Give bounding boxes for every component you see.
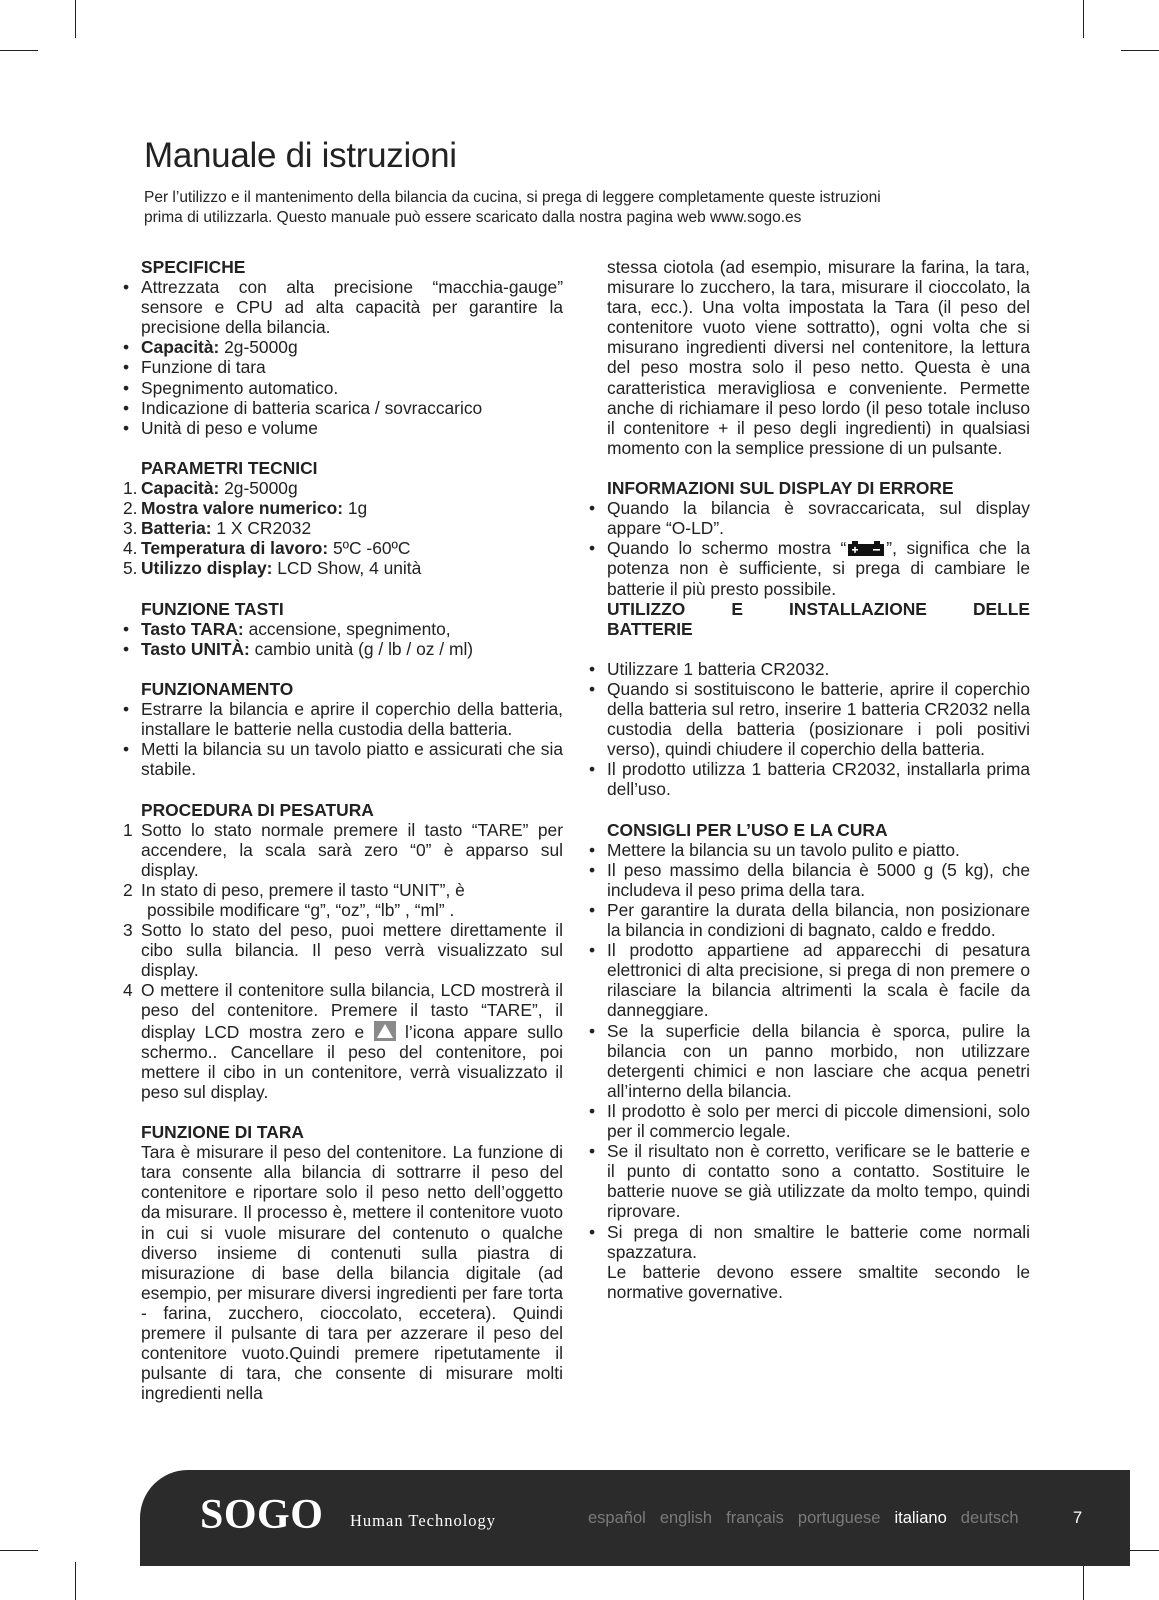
item-number: 3	[123, 920, 133, 941]
right-column	[589, 257, 1030, 1302]
item-label: Mostra valore numerico:	[141, 498, 343, 519]
list-item	[123, 699, 563, 739]
bullet: •	[123, 357, 130, 378]
list-item	[589, 659, 1030, 679]
language-item-deutsch[interactable]: deutsch	[960, 1509, 1019, 1527]
list-item	[123, 820, 563, 880]
item-label: Tasto TARA:	[141, 618, 244, 639]
section-funzione-tara-continued	[589, 257, 1030, 458]
language-list	[588, 1509, 1019, 1528]
bullet: •	[589, 1141, 596, 1162]
list-item	[589, 940, 1030, 1020]
list-item	[123, 357, 563, 377]
list-item	[589, 860, 1030, 900]
language-item-italiano[interactable]: italiano	[894, 1509, 947, 1527]
bullet: •	[589, 859, 596, 880]
page-title: Manuale di istruzioni	[144, 136, 457, 175]
item-value: LCD Show, 4 unità	[272, 558, 422, 579]
list-item	[123, 880, 563, 900]
closing-text: Le batterie devono essere smaltite secondo le normative governative.	[607, 1261, 1030, 1302]
body-text: Tara è misurare il peso del contenitore. La funzione di tara consente alla bilancia di sottrarre il peso del contenitore e riportare solo il peso netto dell’oggetto da misurare. Il processo è, mettere il contenitore vuoto in cui si vuole misurare del contenuto o qualche diverso insieme di contenuti sulla piastra di misurazione di base della bilancia digitale (ad esempio, per misurare diversi ingredienti per fare torta - farina, zucchero, cioccolato, eccetera). Quindi premere il pulsante di tara per azzerare il peso del contenitore vuoto.Quindi premere ripetutamente il pulsante di tara, che consente di misurare molti ingredienti nella	[141, 1142, 563, 1404]
item-number: 5.	[123, 558, 138, 579]
item-number: 2.	[123, 498, 138, 519]
list-item	[589, 1141, 1030, 1221]
list-item-text: Spegnimento automatico.	[141, 377, 339, 398]
list-item-text: Sotto lo stato normale premere il tasto “TARE” per accendere, la scala sarà zero “0” è apparso sul display.	[141, 819, 563, 880]
list-item-text: Unità di peso e volume	[141, 417, 318, 438]
page-number: 7	[1073, 1509, 1083, 1527]
list-item-text: ”, significa che la potenza non è sufficiente, si prega di cambiare le batterie il più presto possibile.	[607, 538, 1031, 599]
bullet: •	[123, 618, 130, 639]
list-item	[123, 478, 563, 498]
list-item-text: Attrezzata con alta precisione “macchia-gauge” sensore e CPU ad alta capacità per garantire la precisione della bilancia.	[141, 277, 563, 338]
section-heading: PROCEDURA DI PESATURA	[141, 799, 374, 820]
list-item-text: Il prodotto utilizza 1 batteria CR2032, installarla prima dell’uso.	[607, 759, 1030, 800]
bullet: •	[123, 739, 130, 760]
item-label: Capacità:	[141, 478, 220, 499]
bullet: •	[123, 417, 130, 438]
list-item-text: Funzione di tara	[141, 357, 266, 378]
list-item	[123, 619, 563, 639]
item-value: 5ºC -60ºC	[328, 538, 411, 559]
list-item	[123, 739, 563, 779]
list-item-text: Indicazione di batteria scarica / sovraccarico	[141, 397, 483, 418]
item-label: Temperatura di lavoro:	[141, 538, 329, 559]
list-item-text: Il prodotto è solo per merci di piccole dimensioni, solo per il commercio legale.	[607, 1100, 1030, 1142]
list-item	[589, 679, 1030, 759]
list-item-text: In stato di peso, premere il tasto “UNIT”, è	[141, 879, 465, 900]
item-label: Batteria:	[141, 518, 212, 539]
list-item-text: Se la superficie della bilancia è sporca, pulire la bilancia con un panno morbido, non utilizzare detergenti chimici e non lasciare che acqua penetri all’interno della bilancia.	[607, 1020, 1030, 1101]
list-item	[589, 1021, 1030, 1101]
bullet: •	[589, 1100, 596, 1121]
section-parametri	[123, 458, 563, 579]
section-consigli	[589, 820, 1030, 1302]
item-label: Capacità:	[141, 337, 220, 358]
crop-mark	[0, 1550, 38, 1551]
section-funzione-tara	[123, 1122, 563, 1403]
section-batterie	[589, 599, 1030, 800]
list-item	[123, 398, 563, 418]
section-heading: BATTERIE	[607, 618, 693, 639]
intro-line: prima di utilizzarla. Questo manuale può essere scaricato dalla nostra pagina web www.sogo.es	[144, 209, 802, 226]
list-item-text: Se il risultato non è corretto, verificare se le batterie e il punto di contatto sono a contatto. Sostituire le batterie nuove se già utilizzate da molto tempo, quindi riprovare.	[607, 1141, 1030, 1222]
bullet: •	[589, 658, 596, 679]
item-label: Utilizzo display:	[141, 558, 273, 579]
list-item	[123, 418, 563, 438]
list-item	[123, 538, 563, 558]
list-item	[123, 518, 563, 538]
list-item	[589, 840, 1030, 860]
language-item-francais[interactable]: français	[726, 1509, 784, 1527]
section-heading: SPECIFICHE	[141, 257, 246, 277]
bullet: •	[589, 839, 596, 860]
list-item	[123, 558, 563, 578]
item-value: 1g	[342, 498, 368, 519]
item-number: 3.	[123, 518, 138, 539]
crop-mark	[75, 1562, 76, 1600]
body-text: stessa ciotola (ad esempio, misurare la farina, la tara, misurare lo zucchero, la tara, misurare il cioccolato, la tara, ecc.). Una volta impostata la Tara (il peso del contenitore vuoto viene sottratto), ogni volta che si misurano ingredienti diversi nel contenitore, la lettura del peso mostra solo il peso netto. Questa è una caratteristica meravigliosa e conveniente. Permette anche di richiamare il peso lordo (il peso totale incluso il contenitore + il peso degli ingredienti) in qualsiasi momento con la semplice pressione di un pulsante.	[607, 257, 1030, 458]
section-heading: INFORMAZIONI SUL DISPLAY DI ERRORE	[607, 478, 954, 499]
battery-low-icon	[846, 541, 886, 557]
bullet: •	[589, 498, 596, 519]
item-label: Tasto UNITÀ:	[141, 638, 250, 659]
list-item-text: Quando la bilancia è sovraccaricata, sul display appare “O-LD”.	[607, 498, 1030, 539]
section-heading: UTILIZZO E INSTALLAZIONE DELLE	[607, 598, 1030, 619]
bullet: •	[589, 538, 596, 559]
bullet: •	[123, 337, 130, 358]
section-heading: FUNZIONE DI TARA	[141, 1122, 304, 1143]
section-specifiche	[123, 257, 563, 438]
list-item	[589, 1222, 1030, 1262]
list-item-text: Estrarre la bilancia e aprire il coperchio della batteria, installare le batterie nella custodia della batteria.	[141, 699, 563, 740]
list-item	[589, 759, 1030, 799]
crop-mark	[1083, 1562, 1084, 1600]
intro-line: Per l’utilizzo e il mantenimento della bilancia da cucina, si prega di leggere completamente queste istruzioni	[144, 189, 881, 206]
tare-arrow-icon	[374, 1021, 396, 1041]
bullet: •	[589, 1221, 596, 1242]
item-value: 2g-5000g	[219, 337, 298, 358]
crop-mark	[1121, 50, 1159, 51]
list-item-text: Sotto lo stato del peso, puoi mettere direttamente il cibo sulla bilancia. Il peso verrà visualizzato sul display.	[141, 920, 563, 981]
list-item	[123, 920, 563, 980]
item-number: 4	[123, 980, 133, 1001]
item-number: 1.	[123, 478, 138, 499]
list-item	[589, 1101, 1030, 1141]
list-item	[123, 277, 563, 337]
section-heading: CONSIGLI PER L’USO E LA CURA	[607, 819, 888, 840]
left-column	[123, 257, 563, 1403]
list-item-text: Mettere la bilancia su un tavolo pulito e piatto.	[607, 839, 960, 860]
list-item-text: Quando si sostituiscono le batterie, aprire il coperchio della batteria sul retro, inserire 1 batteria CR2032 nella custodia della batteria (posizionare i poli positivi verso), quindi chiudere il coperchio della batteria.	[607, 678, 1030, 760]
list-item	[123, 980, 563, 1102]
list-item-text: Il prodotto appartiene ad apparecchi di pesatura elettronici di alta precisione, si prega di non premere o rilasciare la bilancia altrimenti la scala è facile da danneggiare.	[607, 940, 1030, 1021]
crop-mark	[1083, 0, 1084, 38]
list-item	[123, 378, 563, 398]
bullet: •	[123, 397, 130, 418]
bullet: •	[123, 638, 130, 659]
list-item-text: possibile modificare “g”, “oz”, “lb” , “ml” .	[147, 900, 455, 920]
list-item-text: Quando lo schermo mostra “	[607, 538, 847, 559]
item-number: 2	[123, 879, 133, 900]
bullet: •	[589, 900, 596, 920]
intro-text	[144, 188, 1004, 228]
item-number: 4.	[123, 538, 138, 559]
language-item-english[interactable]: english	[659, 1509, 713, 1527]
list-item	[589, 900, 1030, 940]
list-item-text: Utilizzare 1 batteria CR2032.	[607, 658, 830, 679]
bullet: •	[589, 940, 596, 961]
item-value: cambio unità (g / lb / oz / ml)	[249, 638, 474, 659]
section-funzionamento	[123, 679, 563, 779]
bullet: •	[123, 377, 130, 398]
item-value: accensione, spegnimento,	[243, 618, 451, 639]
list-item	[589, 538, 1030, 598]
language-item-portuguese[interactable]: portuguese	[797, 1509, 881, 1527]
section-errore	[589, 478, 1030, 599]
crop-mark	[0, 50, 38, 51]
list-item	[589, 498, 1030, 538]
crop-mark	[75, 0, 76, 38]
list-item	[123, 337, 563, 357]
list-item-text: Metti la bilancia su un tavolo piatto e assicurati che sia stabile.	[141, 739, 563, 780]
item-number: 1	[123, 819, 133, 840]
section-funzione-tasti	[123, 599, 563, 659]
list-item	[123, 498, 563, 518]
list-item-text: Si prega di non smaltire le batterie come normali spazzatura.	[607, 1221, 1030, 1262]
list-item-text: O mettere il contenitore sulla bilancia, LCD mostrerà il peso del contenitore. Premere il tasto “TARE”, il display LCD mostra zero e	[141, 980, 563, 1042]
bullet: •	[123, 699, 130, 720]
list-item	[123, 639, 563, 659]
list-item-continuation	[123, 900, 563, 920]
brand-logo: SOGO	[200, 1492, 324, 1538]
brand-tagline: Human Technology	[350, 1511, 497, 1530]
list-item-text: Il peso massimo della bilancia è 5000 g (5 kg), che includeva il peso prima della tara.	[607, 859, 1030, 900]
list-item-text: Per garantire la durata della bilancia, non posizionare la bilancia in condizioni di bagnato, caldo e freddo.	[607, 900, 1030, 941]
section-heading: FUNZIONE TASTI	[141, 598, 284, 619]
item-value: 1 X CR2032	[211, 518, 312, 539]
bullet: •	[123, 277, 130, 298]
list-item-text: l’icona appare sullo schermo.. Cancellare il peso del contenitore, poi mettere il cibo in un contenitore, verrà visualizzato il peso sul display.	[141, 1021, 563, 1102]
bullet: •	[589, 1020, 596, 1041]
section-procedura	[123, 800, 563, 1102]
language-item-espanol[interactable]: español	[588, 1509, 646, 1527]
item-value: 2g-5000g	[219, 478, 298, 499]
bullet: •	[589, 759, 596, 780]
section-heading: PARAMETRI TECNICI	[141, 457, 318, 478]
bullet: •	[589, 678, 596, 699]
section-heading: FUNZIONAMENTO	[141, 678, 294, 699]
